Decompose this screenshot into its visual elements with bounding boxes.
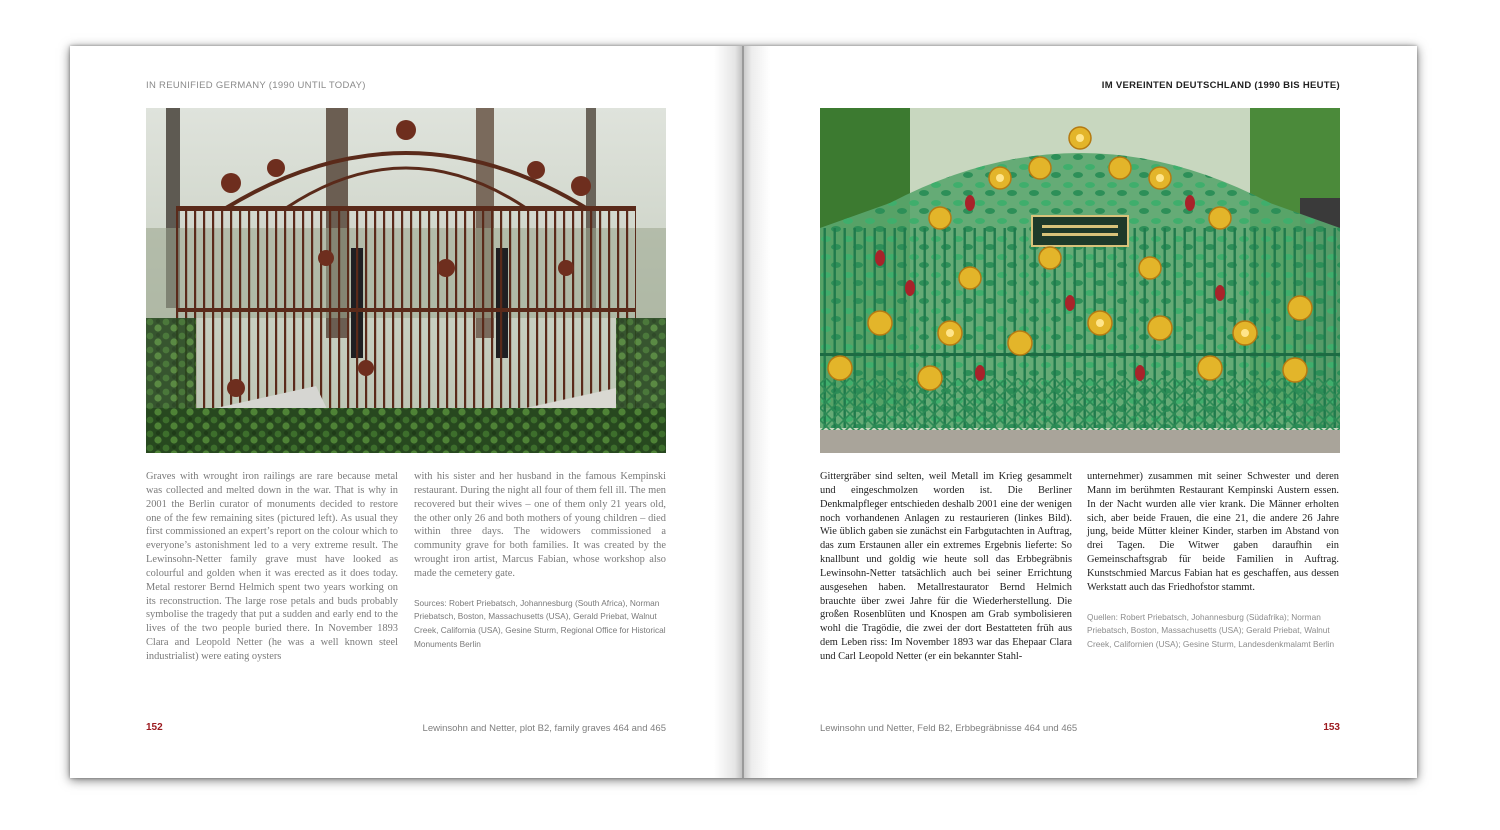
right-running-head: IM VEREINTEN DEUTSCHLAND (1990 BIS HEUTE) [1101,80,1340,91]
right-footline: Lewinsohn und Netter, Feld B2, Erbbegräbnisse 464 und 465 [820,723,1078,734]
right-sources: Quellen: Robert Priebatsch, Johannesburg (Südafrika); Norman Priebatsch, Boston, Massachusetts (USA); Gerald Priebat, Walnut Creek, Californien (USA); Gesine Sturm, Landesdenkmalamt Berlin [1087,611,1335,649]
restored-railing-photo [820,108,1340,453]
right-column-2-text: unternehmer) zusammen mit seiner Schwester und deren Mann im berühmten Restaurant Kempinski Austern essen. In der Nacht wurden alle vier krank. Die Männer erholten sich, aber beide Frauen, die eine 21, die andere 26 Jahre jung, beide Mütter kleiner Kinder, starben im Abstand von drei Tagen. Die Witwer gaben daraufhin ein Gemeinschaftsgrab für beide Familien in Auftrag. Kunstschmied Marcus Fabian hat es geschaffen, aus dessen Werkstatt auch das Friedhofstor stammt. [1087,471,1339,593]
left-column-2 [414,470,666,651]
gutter-shadow [714,46,744,778]
right-column-1: Gittergräber sind selten, weil Metall im Krieg gesammelt und eingeschmolzen worden ist. Die Berliner Denkmalpfleger entschieden deshalb 2001 eine der wenigen noch vorhandenen Anlagen zu restaurieren (linkes Bild). Wie üblich gaben sie zunächst ein Farbgutachten in Auftrag, das zum Erstaunen aller ein extremes Ergebnis lieferte: So knallbunt und goldig wie heute soll das Erbbegräbnis Lewinsohn-Netter tatsächlich auch bei seiner Errichtung ausgesehen haben. Metallrestaurator Bernd Helmich brauchte über zwei Jahre für die Wiederherstellung. Die großen Rosenblüten und Knospen am Grab symbolisieren wohl die Tragödie, die zwei der dort Bestatteten früh aus dem Leben riss: Im November 1893 war das Ehepaar Clara und Carl Leopold Netter (er ein bekannter Stahl- [820,471,1072,662]
right-page [744,46,1417,778]
left-page-number: 152 [146,722,163,733]
left-sources: Sources: Robert Priebatsch, Johannesburg (South Africa), Norman Priebatsch, Boston, Massachusetts (USA), Gerald Priebat, Walnut Creek, California (USA), Gesine Sturm, Regional Office for Historical Monuments Berlin [414,597,666,649]
left-footline: Lewinsohn and Netter, plot B2, family graves 464 and 465 [422,723,666,734]
gutter-shadow-right [744,46,770,778]
left-running-head: IN REUNIFIED GERMANY (1990 UNTIL TODAY) [146,80,366,91]
left-page [70,46,744,778]
right-page-number: 153 [1323,722,1340,733]
rusty-railing-photo [146,108,666,453]
photo-restored-railing-image [820,108,1340,453]
right-column-2 [1087,470,1339,651]
left-column-1: Graves with wrought iron railings are rare because metal was collected and melted down in the war. That is why in 2001 the Berlin curator of monuments decided to restore one of the few remaining sites (pictured left). As usual they first commissioned an expert’s report on the colour which to everyone’s astonishment led to a very extreme result. The Lewinsohn-Netter family grave must have looked as colourful and golden when it was erected as it does today. Metal restorer Bernd Helmich spent two years working on its reconstruction. The large rose petals and buds probably symbolise the tragedy that put a sudden and early end to the lives of the two people buried there. In November 1893 Clara and Leopold Netter (he was a well known steel industrialist) were eating oysters [146,471,398,662]
photo-rusty-railing-image [146,108,666,453]
book-spread [70,46,1417,778]
left-column-2-text: with his sister and her husband in the famous Kempinski restaurant. During the night all four of them fell ill. The men recovered but their wives – one of them only 21 years old, the other only 26 and both mothers of young children – died within three days. The widowers commissioned a community grave for both families. It was created by the wrought iron artist, Marcus Fabian, whose workshop also made the cemetery gate. [414,471,666,579]
